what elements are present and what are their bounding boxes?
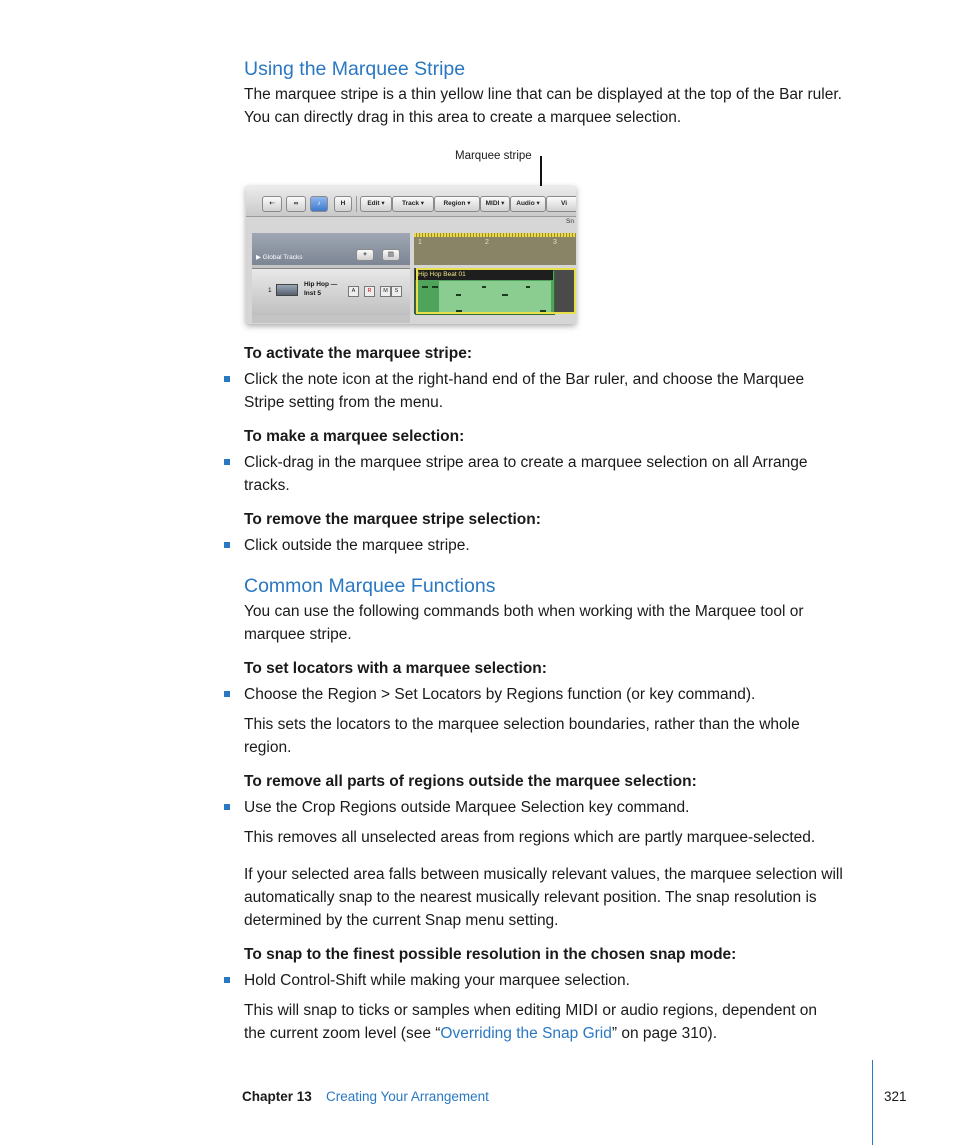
- solo-button[interactable]: S: [391, 286, 402, 297]
- note-line: This will snap to ticks or samples when editing MIDI or audio regions, dependent on: [244, 1002, 817, 1019]
- toolbar-h-button[interactable]: H: [334, 196, 352, 212]
- global-tracks-label: ▶ Global Tracks: [256, 254, 303, 261]
- step-line: tracks.: [244, 477, 290, 494]
- link-icon[interactable]: ∞: [286, 196, 306, 212]
- arrange-window-screenshot: [246, 186, 576, 324]
- task-step: Hold Control-Shift while making your marquee selection.: [244, 972, 630, 989]
- intro-line: The marquee stripe is a thin yellow line that can be displayed at the top of the Bar ruler.: [244, 86, 842, 103]
- task-title: To remove the marquee stripe selection:: [244, 511, 541, 528]
- menu-midi[interactable]: MIDI ▾: [480, 196, 510, 212]
- menu-track[interactable]: Track ▾: [392, 196, 434, 212]
- bullet-square-icon: [224, 459, 230, 465]
- footer-chapter: Chapter 13: [242, 1089, 312, 1104]
- task-step: Use the Crop Regions outside Marquee Selection key command.: [244, 799, 690, 816]
- bullet-square-icon: [224, 376, 230, 382]
- section-heading-common-functions: Common Marquee Functions: [244, 575, 496, 597]
- bullet-square-icon: [224, 542, 230, 548]
- figure-callout-label: Marquee stripe: [455, 150, 532, 162]
- marquee-selection-outline: [416, 268, 576, 314]
- intro-line: You can directly drag in this area to create a marquee selection.: [244, 109, 682, 126]
- note-line: [244, 1022, 874, 1045]
- note-icon[interactable]: ♪: [310, 196, 328, 212]
- section-heading-marquee-stripe: Using the Marquee Stripe: [244, 58, 466, 80]
- menu-edit[interactable]: Edit ▾: [360, 196, 392, 212]
- add-track-button[interactable]: +: [356, 249, 374, 261]
- note-line: This sets the locators to the marquee selection boundaries, rather than the whole: [244, 716, 800, 733]
- note-text: the current zoom level (see “: [244, 1025, 441, 1042]
- step-line: Click-drag in the marquee stripe area to create a marquee selection on all Arrange: [244, 454, 808, 471]
- task-title: To set locators with a marquee selection:: [244, 660, 547, 677]
- task-step: Choose the Region > Set Locators by Regions function (or key command).: [244, 686, 756, 703]
- bullet-square-icon: [224, 977, 230, 983]
- record-button[interactable]: R: [364, 286, 375, 297]
- instrument-icon: [276, 284, 298, 296]
- paragraph-line: automatically snap to the nearest musically relevant position. The snap resolution is: [244, 889, 817, 906]
- paragraph-line: determined by the current Snap menu setting.: [244, 912, 559, 929]
- paragraph-line: If your selected area falls between musically relevant values, the marquee selection will: [244, 866, 843, 883]
- section-intro: [244, 83, 874, 129]
- menu-region[interactable]: Region ▾: [434, 196, 480, 212]
- task-title: To make a marquee selection:: [244, 428, 465, 445]
- snap-label-fragment: Sn: [566, 218, 574, 225]
- mute-button[interactable]: M: [380, 286, 391, 297]
- bar-ruler[interactable]: [414, 233, 576, 265]
- track-name-line: Inst 5: [304, 290, 321, 297]
- track-number: 1: [268, 287, 272, 294]
- region-name: Hip Hop Beat 01: [415, 270, 553, 280]
- bullet-square-icon: [224, 691, 230, 697]
- snap-paragraph: [244, 863, 874, 932]
- menu-audio[interactable]: Audio ▾: [510, 196, 546, 212]
- ruler-mark: 3: [553, 239, 557, 246]
- arrange-toolbar: [246, 186, 576, 217]
- task-title: To activate the marquee stripe:: [244, 345, 472, 362]
- task-note: [244, 999, 874, 1045]
- cross-reference-link[interactable]: Overriding the Snap Grid: [440, 1025, 612, 1042]
- bullet-square-icon: [224, 804, 230, 810]
- marquee-stripe[interactable]: [414, 233, 576, 237]
- task-title: To snap to the finest possible resolution in the chosen snap mode:: [244, 946, 737, 963]
- task-step: [244, 368, 874, 414]
- section-intro: [244, 600, 874, 646]
- note-text: ” on page 310).: [611, 1025, 718, 1042]
- task-step: [244, 451, 874, 497]
- automation-button[interactable]: A: [348, 286, 359, 297]
- step-line: Stripe setting from the menu.: [244, 394, 444, 411]
- page-number: 321: [884, 1089, 907, 1104]
- task-step: Click outside the marquee stripe.: [244, 537, 470, 554]
- toolbar-divider: [356, 196, 357, 212]
- ruler-mark: 2: [485, 239, 489, 246]
- footer-chapter-title[interactable]: Creating Your Arrangement: [326, 1089, 489, 1104]
- track-name-line: Hip Hop —: [304, 281, 338, 288]
- track-options-icon[interactable]: ▤: [382, 249, 400, 261]
- task-note: This removes all unselected areas from regions which are partly marquee-selected.: [244, 829, 816, 846]
- footer-divider: [872, 1060, 873, 1145]
- menu-view[interactable]: Vi: [546, 196, 576, 212]
- ruler-mark: 1: [418, 239, 422, 246]
- intro-line: marquee stripe.: [244, 626, 352, 643]
- note-line: region.: [244, 739, 292, 756]
- intro-line: You can use the following commands both when working with the Marquee tool or: [244, 603, 804, 620]
- task-title: To remove all parts of regions outside the marquee selection:: [244, 773, 697, 790]
- task-note: [244, 713, 874, 759]
- toolbar-icon-button[interactable]: ⇠: [262, 196, 282, 212]
- step-line: Click the note icon at the right-hand end of the Bar ruler, and choose the Marquee: [244, 371, 805, 388]
